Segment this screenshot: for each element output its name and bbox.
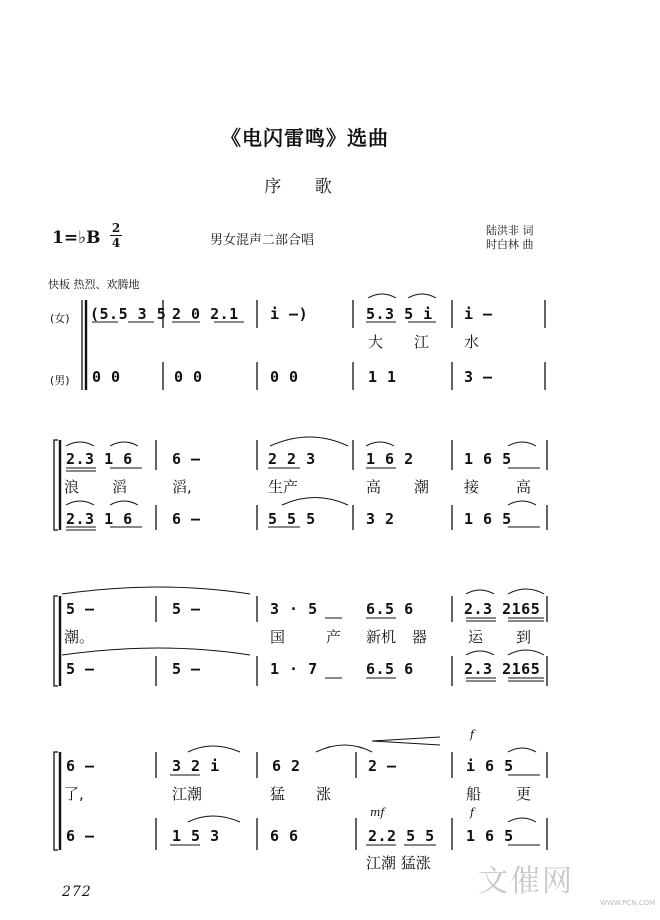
s3-top-m3: 3 · 5: [270, 600, 318, 618]
page-title: 《电闪雷鸣》选曲: [221, 126, 389, 150]
s3-lyric-5: 器: [412, 628, 428, 646]
s3-lyric-1: 潮。: [64, 628, 95, 646]
s1-top-m4: 5.3 5 i: [366, 305, 433, 323]
s2-bot-m2: 6 —: [172, 510, 201, 528]
s3-lyric-3: 产: [326, 628, 342, 646]
s2-lyric-4: 生产: [268, 478, 299, 496]
s3-lyric-6: 运: [468, 628, 484, 646]
male-voice-label: (男): [50, 374, 70, 387]
page-subtitle: 序 歌: [264, 177, 346, 197]
s3-bot-m1: 5 —: [66, 660, 95, 678]
s3-bot-m2: 5 —: [172, 660, 201, 678]
s4-top-m4: 2 —: [368, 757, 397, 775]
s4-bot-m2: 1 5 3: [172, 827, 220, 845]
lyricist-credit: 陆洪非 词: [486, 224, 534, 237]
s1-bot-m3: 0 0: [270, 368, 299, 386]
s2-bot-m5: 1 6 5: [464, 510, 512, 528]
s4-dynamic-f-bottom: f: [470, 806, 475, 819]
s3-lyric-2: 国: [270, 628, 286, 646]
page-number: 272: [62, 884, 92, 900]
s3-lyric-7: 到: [516, 628, 532, 646]
s3-bot-m4: 6.5 6: [366, 660, 414, 678]
s1-bot-m2: 0 0: [174, 368, 203, 386]
s4-top-m1: 6 —: [66, 757, 95, 775]
s4-dynamic-f-top: f: [470, 728, 475, 741]
s2-top-m2: 6 —: [172, 450, 201, 468]
s2-top-m3: 2 2 3: [268, 450, 316, 468]
composer-credit: 时白林 曲: [486, 238, 534, 251]
s1-top-m1: (5.5 3 5: [90, 305, 167, 323]
s1-top-m3: i —): [270, 305, 309, 323]
s2-bot-m1: 2.3 1 6: [66, 510, 133, 528]
s2-lyric-2: 滔: [112, 478, 128, 496]
s2-lyric-3: 滔,: [172, 478, 192, 496]
female-voice-label: (女): [50, 312, 70, 325]
s2-lyric-1: 浪: [64, 478, 80, 496]
s1-lyric-1: 大: [368, 333, 384, 351]
time-bottom: 4: [111, 236, 121, 250]
s3-lyric-4: 新机: [366, 628, 397, 646]
s2-bot-m4: 3 2: [366, 510, 395, 528]
s2-lyric-8: 高: [516, 478, 532, 496]
s4-lyric-4: 涨: [316, 785, 332, 803]
s4-bottom-lyric: 江潮 猛涨: [366, 854, 431, 872]
s4-lyric-2: 江潮: [172, 785, 203, 803]
s3-top-m2: 5 —: [172, 600, 201, 618]
s1-lyric-2: 江: [414, 333, 430, 351]
s4-top-m2: 3 2 i: [172, 757, 220, 775]
s3-bot-m5: 2.3 2165: [464, 660, 541, 678]
s4-top-m3: 6 2: [272, 757, 301, 775]
s2-lyric-7: 接: [464, 478, 480, 496]
s4-bot-m4: 2.2 5 5: [368, 827, 435, 845]
s2-top-m4: 1 6 2: [366, 450, 414, 468]
s4-lyric-1: 了,: [64, 785, 84, 803]
watermark-logo: 文催网: [478, 864, 574, 899]
s4-lyric-5: 船: [466, 785, 482, 803]
tempo-marking: 快板 热烈、欢腾地: [48, 278, 140, 291]
s4-lyric-6: 更: [516, 785, 532, 803]
s1-bot-m1: 0 0: [92, 368, 121, 386]
s4-lyric-3: 猛: [270, 785, 286, 803]
s4-bot-m1: 6 —: [66, 827, 95, 845]
s2-bot-m3: 5 5 5: [268, 510, 316, 528]
performance-note: 男女混声二部合唱: [210, 233, 315, 248]
s3-bot-m3: 1 · 7: [270, 660, 318, 678]
s4-dynamic-mf: mf: [370, 806, 385, 819]
s1-lyric-3: 水: [464, 333, 480, 351]
key-signature: 1=♭B: [52, 228, 101, 248]
s3-top-m1: 5 —: [66, 600, 95, 618]
s2-lyric-5: 高: [366, 478, 382, 496]
s4-bot-m3: 6 6: [270, 827, 299, 845]
s4-bot-m5: 1 6 5: [466, 827, 514, 845]
s2-lyric-6: 潮: [414, 478, 430, 496]
s1-top-m2: 2 0 2.1: [172, 305, 239, 323]
s2-top-m1: 2.3 1 6: [66, 450, 133, 468]
s3-top-m4: 6.5 6: [366, 600, 414, 618]
time-top: 2: [111, 221, 121, 235]
s3-top-m5: 2.3 2165: [464, 600, 541, 618]
s1-bot-m5: 3 —: [464, 368, 493, 386]
s4-top-m5: i 6 5: [466, 757, 514, 775]
s2-top-m5: 1 6 5: [464, 450, 512, 468]
s1-top-m5: i —: [464, 305, 493, 323]
s1-bot-m4: 1 1: [368, 368, 397, 386]
watermark-url: WWW.PCN.COM: [600, 899, 656, 907]
